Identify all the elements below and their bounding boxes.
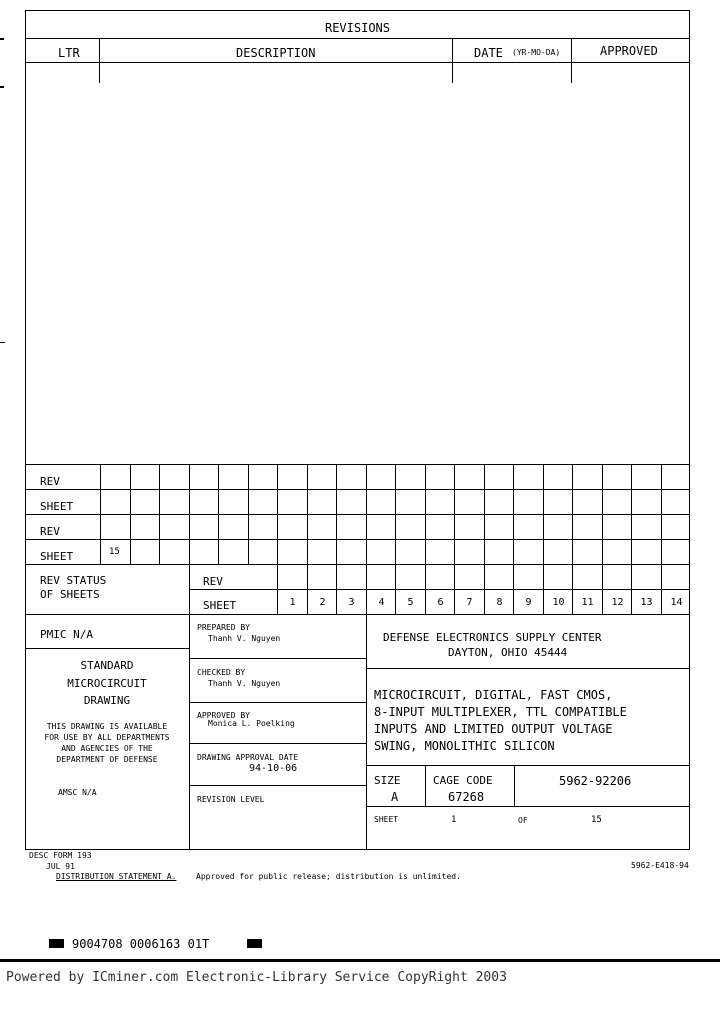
- drawing-number: 5962-92206: [559, 774, 632, 788]
- title-line4: SWING, MONOLITHIC SILICON: [374, 739, 555, 753]
- revision-level-label: REVISION LEVEL: [197, 795, 265, 804]
- prepared-by-value: Thanh V. Nguyen: [208, 634, 281, 643]
- sheet-label-1: SHEET: [40, 500, 74, 513]
- agency-line2: DAYTON, OHIO 45444: [448, 646, 568, 659]
- pmic-label: PMIC N/A: [40, 628, 93, 641]
- sheet-num-4: 4: [378, 597, 385, 608]
- sheet-num-10: 10: [552, 597, 565, 608]
- col-approved: APPROVED: [600, 44, 658, 58]
- sheet-num-9: 9: [525, 597, 532, 608]
- avail-line2: FOR USE BY ALL DEPARTMENTS: [44, 733, 170, 742]
- barcode-mark-left: [49, 939, 64, 948]
- sheet-label-3: SHEET: [203, 599, 237, 612]
- sheet-num-14: 14: [670, 597, 683, 608]
- sheet-num-3: 3: [348, 597, 355, 608]
- avail-line4: DEPARTMENT OF DEFENSE: [56, 755, 158, 764]
- edge-mark: [0, 38, 4, 40]
- rev-label-1: REV: [40, 475, 60, 488]
- distribution-label: DISTRIBUTION STATEMENT A.: [56, 872, 177, 881]
- sheet-info-value: 1: [451, 815, 457, 825]
- sheet-num-12: 12: [611, 597, 624, 608]
- standard-line2: MICROCIRCUIT: [67, 677, 147, 690]
- amsc-label: AMSC N/A: [58, 788, 97, 797]
- sheet-num-1: 1: [289, 597, 296, 608]
- title-line1: MICROCIRCUIT, DIGITAL, FAST CMOS,: [374, 688, 613, 702]
- approved-by-value: Monica L. Poelking: [208, 719, 295, 728]
- approval-date-label: DRAWING APPROVAL DATE: [197, 753, 299, 762]
- col-description: DESCRIPTION: [236, 46, 316, 60]
- revisions-title: REVISIONS: [324, 21, 391, 35]
- sheet-info-label: SHEET: [374, 815, 399, 824]
- sheet-num-13: 13: [640, 597, 653, 608]
- approved-by-label: APPROVED BY: [197, 711, 250, 720]
- col-ltr: LTR: [58, 46, 80, 60]
- distribution-text: Approved for public release; distribution is unlimited.: [196, 872, 461, 881]
- barcode-mark-right: [247, 939, 262, 948]
- sheet-num-8: 8: [496, 597, 503, 608]
- sheet-num-7: 7: [466, 597, 473, 608]
- checked-by-label: CHECKED BY: [197, 668, 246, 677]
- checked-by-value: Thanh V. Nguyen: [208, 679, 281, 688]
- rev-status-line1: REV STATUS: [40, 574, 107, 587]
- rev-status-line2: OF SHEETS: [40, 588, 100, 601]
- approval-date-value: 94-10-06: [249, 763, 298, 774]
- powered-by: Powered by ICminer.com Electronic-Library Service CopyRight 2003: [6, 970, 507, 985]
- sheet-num-11: 11: [581, 597, 594, 608]
- sheet-15: 15: [109, 547, 120, 557]
- sheet-label-2: SHEET: [40, 550, 74, 563]
- standard-line1: STANDARD: [80, 659, 134, 672]
- edge-mark: [0, 342, 5, 343]
- sheet-of-value: 15: [591, 815, 602, 825]
- standard-line3: DRAWING: [83, 694, 131, 707]
- agency-line1: DEFENSE ELECTRONICS SUPPLY CENTER: [383, 631, 602, 644]
- rev-label-2: REV: [40, 525, 60, 538]
- sheet-num-5: 5: [407, 597, 414, 608]
- edge-mark: [0, 86, 4, 88]
- avail-line1: THIS DRAWING IS AVAILABLE: [46, 722, 168, 731]
- sheet-num-2: 2: [319, 597, 326, 608]
- document-code: 5962-E418-94: [631, 861, 689, 870]
- col-date: DATE: [474, 46, 503, 60]
- size-value: A: [391, 790, 399, 804]
- sheet-of-label: OF: [518, 816, 528, 825]
- rev-label-3: REV: [203, 575, 223, 588]
- barcode-text: 9004708 0006163 01T: [72, 937, 210, 951]
- form-number: DESC FORM 193: [29, 851, 92, 860]
- title-line3: INPUTS AND LIMITED OUTPUT VOLTAGE: [374, 722, 613, 736]
- divider-line: [0, 959, 720, 962]
- prepared-by-label: PREPARED BY: [197, 623, 250, 632]
- form-date: JUL 91: [46, 862, 75, 871]
- col-date-format: (YR-MO-DA): [512, 48, 561, 57]
- cage-label: CAGE CODE: [433, 774, 493, 787]
- size-label: SIZE: [374, 774, 401, 787]
- revisions-block: [25, 10, 690, 465]
- title-line2: 8-INPUT MULTIPLEXER, TTL COMPATIBLE: [374, 705, 627, 719]
- cage-value: 67268: [448, 790, 485, 804]
- sheet-num-6: 6: [437, 597, 444, 608]
- avail-line3: AND AGENCIES OF THE: [61, 744, 153, 753]
